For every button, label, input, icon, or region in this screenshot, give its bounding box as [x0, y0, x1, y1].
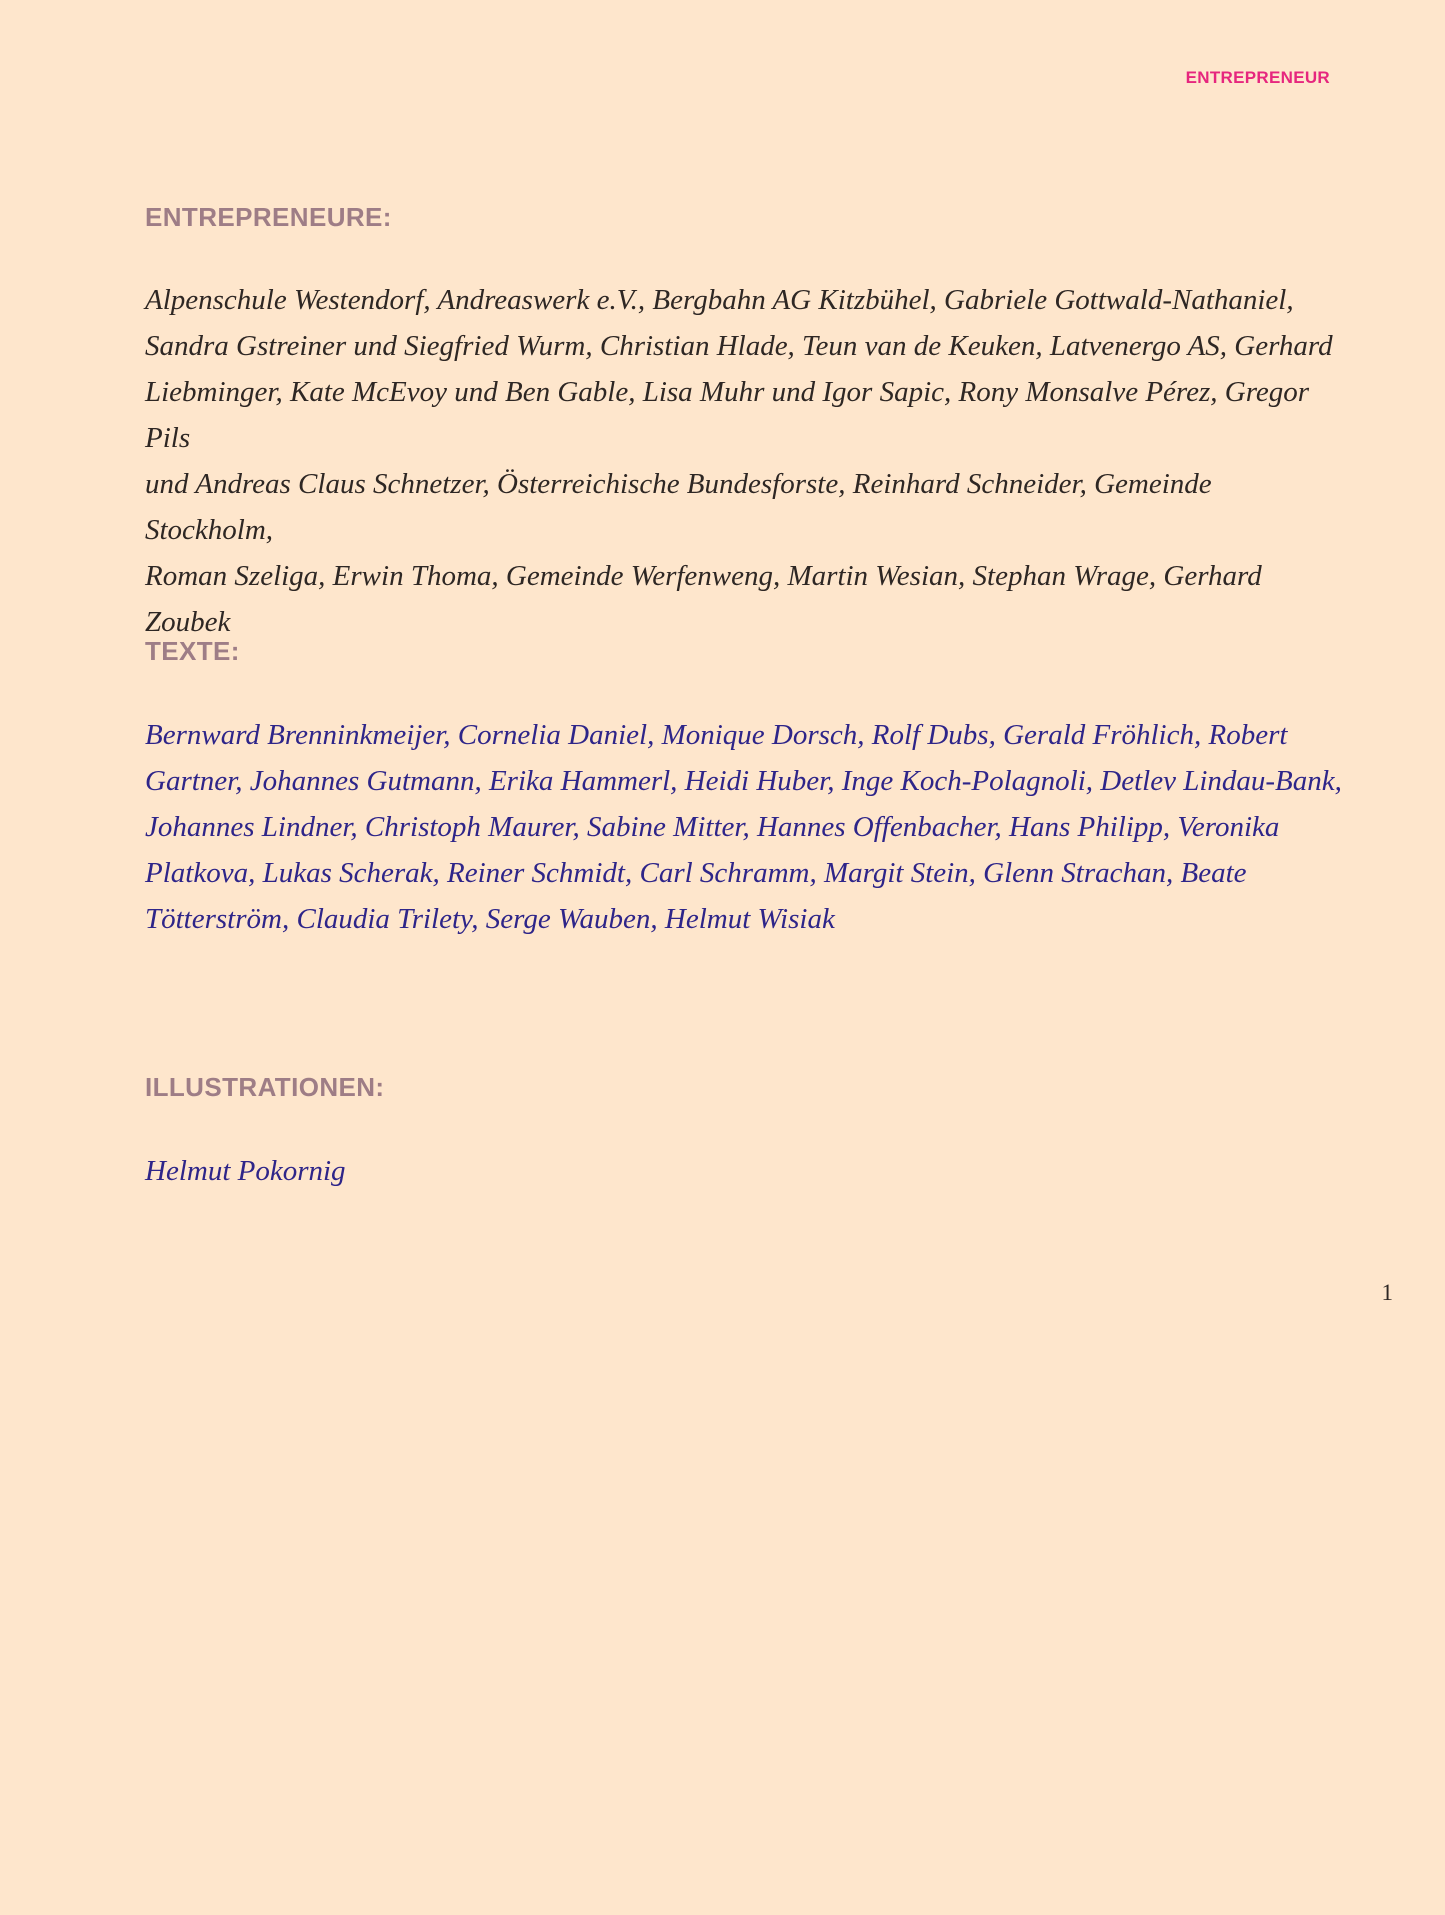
- texte-line: Johannes Lindner, Christoph Maurer, Sabine Mitter, Hannes Offenbacher, Hans Philipp, Veronika: [145, 811, 1280, 843]
- illustrationen-list: [145, 1148, 1345, 1194]
- entrepreneure-list: [145, 277, 1345, 645]
- entrepreneure-line: Sandra Gstreiner und Siegfried Wurm, Christian Hlade, Teun van de Keuken, Latvenergo AS, Gerhard: [145, 330, 1333, 362]
- page-number: 1: [1381, 1280, 1393, 1305]
- running-head: ENTREPRENEUR: [1185, 68, 1330, 87]
- entrepreneure-line: Alpenschule Westendorf, Andreaswerk e.V., Bergbahn AG Kitzbühel, Gabriele Gottwald-Nathaniel,: [145, 284, 1294, 316]
- illustrationen-line: Helmut Pokornig: [145, 1155, 346, 1187]
- entrepreneure-line: Roman Szeliga, Erwin Thoma, Gemeinde Werfenweng, Martin Wesian, Stephan Wrage, Gerhard Zoubek: [145, 560, 1262, 638]
- illustrationen-heading: ILLUSTRATIONEN:: [145, 1072, 385, 1102]
- entrepreneure-line: Liebminger, Kate McEvoy und Ben Gable, Lisa Muhr und Igor Sapic, Rony Monsalve Pérez, Gregor Pils: [145, 376, 1310, 454]
- texte-line: Platkova, Lukas Scherak, Reiner Schmidt, Carl Schramm, Margit Stein, Glenn Strachan, Beate: [145, 857, 1247, 889]
- illustrationen-section: [145, 1072, 1345, 1194]
- texte-list: [145, 712, 1345, 942]
- texte-line: Bernward Brenninkmeijer, Cornelia Daniel, Monique Dorsch, Rolf Dubs, Gerald Fröhlich, Robert: [145, 719, 1288, 751]
- entrepreneure-heading: ENTREPRENEURE:: [145, 202, 392, 232]
- texte-line: Gartner, Johannes Gutmann, Erika Hammerl, Heidi Huber, Inge Koch-Polagnoli, Detlev Lindau-Bank,: [145, 765, 1342, 797]
- entrepreneure-section: [145, 202, 1345, 645]
- texte-line: Tötterström, Claudia Trilety, Serge Wauben, Helmut Wisiak: [145, 903, 835, 935]
- texte-section: [145, 636, 1345, 942]
- texte-heading: TEXTE:: [145, 636, 240, 666]
- entrepreneure-line: und Andreas Claus Schnetzer, Österreichische Bundesforste, Reinhard Schneider, Gemeinde Stockholm,: [145, 468, 1212, 546]
